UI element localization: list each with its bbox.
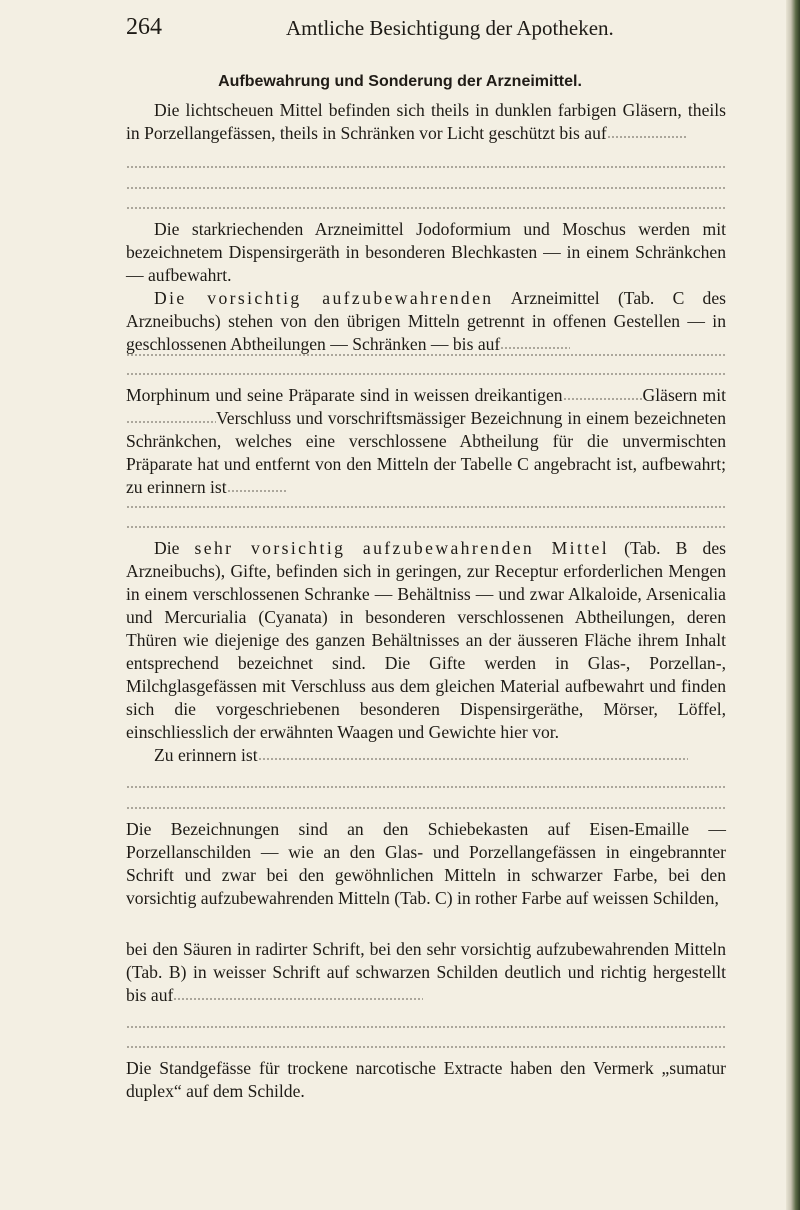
page-edge — [786, 0, 800, 1210]
paragraph-remind — [126, 744, 726, 767]
dotted-line — [126, 354, 726, 356]
page-header — [126, 14, 726, 44]
paragraph-extracts: Die Standgefässe für trockene narcotische Extracte haben den Vermerk „sumatur duplex“ auf dem Schilde. — [126, 1058, 726, 1101]
fill-dots — [500, 347, 570, 349]
spaced-text: sehr vorsichtig aufzubewahrenden Mittel — [194, 538, 610, 558]
dotted-line — [126, 786, 726, 788]
paragraph-labels: Die Bezeichnungen sind an den Schiebekasten auf Eisen-Emaille — Porzellanschilden — wie an den Glas- und Porzellangefässen in eingebrannter Schrift und zwar bei den gewöhnlichen Mitteln in schwarzer Farbe, bei den vorsichtig aufzubewahrenden Mitteln (Tab. C) in rother Farbe auf weissen Schilden, — [126, 819, 726, 908]
paragraph-text: Morphinum und seine Präparate sind in weissen dreikantigen — [126, 385, 563, 405]
dotted-line — [126, 187, 726, 189]
fill-dots — [607, 136, 687, 138]
spaced-text: Die vorsichtig aufzubewahrenden — [154, 288, 494, 308]
paragraph-morphine — [126, 384, 726, 499]
paragraph-acids — [126, 938, 726, 1007]
dotted-line — [126, 373, 726, 375]
paragraph-text: bei den Säuren in radirter Schrift, bei den sehr vorsichtig aufzubewahrenden Mitteln (Tab. B) in weisser Schrift auf schwarzen Schilden deutlich und richtig hergestellt bis auf — [126, 939, 726, 1005]
fill-dots — [173, 998, 423, 1000]
paragraph-text: (Tab. B des Arzneibuchs), Gifte, befinden sich in geringen, zur Receptur erforderlichen Mengen in einem verschlossenen Schranke — Behältniss — und zwar Alkaloide, Arsenicalia und Mercurialia (Cyanata) in besonderen verschlossenen Abtheilungen, deren Thüren wie diejenige des ganzen Behältnisses an der äusseren Fläche ihrem Inhalt entsprechend bezeichnet sind. Die Gifte werden in Glas-, Porzellan-, Milchglasgefässen mit Verschluss aus dem gleichen Material aufbewahrt und finden sich die vorgeschriebenen besonderen Dispensirgeräthe, Mörser, Löffel, einschliesslich der erwähnten Waagen und Gewichte hier vor. — [126, 538, 726, 742]
paragraph-text: Verschluss und vorschriftsmässiger Bezeichnung in einem bezeichneten Schränkchen, welches eine verschlossene Abtheilung für die unvermischten Präparate hat und entfernt von den Mitteln der Tabelle C angebracht ist, aufbewahrt; zu erinnern ist — [126, 408, 726, 497]
dotted-line — [126, 207, 726, 209]
paragraph-text: Die lichtscheuen Mittel befinden sich theils in dunklen farbigen Gläsern, theils in Porzellangefässen, theils in Schränken vor Licht geschützt bis auf — [126, 100, 726, 143]
paragraph-poisons — [126, 537, 726, 744]
fill-dots — [258, 758, 688, 760]
paragraph-text: Die — [154, 538, 195, 558]
paragraph-light-sensitive — [126, 99, 726, 145]
dotted-line — [126, 506, 726, 508]
dotted-line — [126, 526, 726, 528]
paragraph-text: Arzneimittel (Tab. C des Arzneibuchs) stehen von den übrigen Mitteln getrennt in offenen Gestellen — in geschlossenen Abtheilungen — Schränken — bis auf — [126, 288, 726, 354]
dotted-line — [126, 1026, 726, 1028]
dotted-line — [126, 807, 726, 809]
paragraph-strong-smelling: Die starkriechenden Arzneimittel Jodoformium und Moschus werden mit bezeichnetem Dispensirgeräth in besonderen Blechkasten — in einem Schränkchen — aufbewahrt. — [126, 219, 726, 285]
fill-dots — [563, 398, 643, 400]
page-number: 264 — [126, 14, 162, 40]
paragraph-text: Gläsern mit — [642, 385, 726, 405]
dotted-line — [126, 1046, 726, 1048]
section-title: Aufbewahrung und Sonderung der Arzneimittel. — [218, 73, 582, 90]
dotted-line — [126, 166, 726, 168]
fill-dots — [227, 490, 287, 492]
paragraph-text: Zu erinnern ist — [154, 745, 258, 765]
running-head: Amtliche Besichtigung der Apotheken. — [286, 16, 614, 40]
paragraph-cautious — [126, 287, 726, 356]
fill-dots — [126, 421, 216, 423]
